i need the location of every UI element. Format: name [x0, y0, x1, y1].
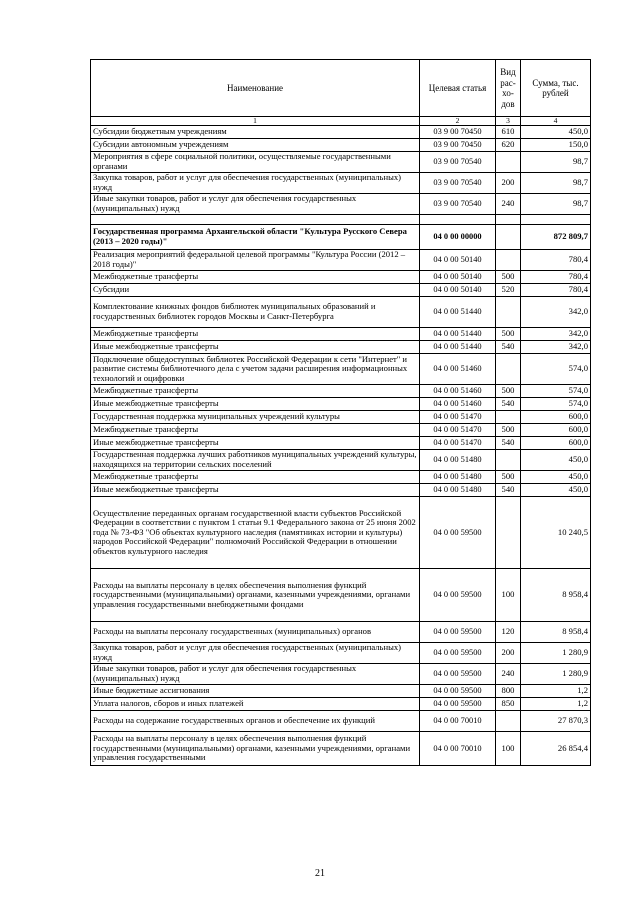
row-sum: 1,2 [521, 698, 591, 711]
table-row [91, 622, 591, 643]
row-name: Иные закупки товаров, работ и услуг для обеспечения государственных (муниципальных) нужд [91, 664, 420, 685]
row-sum: 98,7 [521, 152, 591, 173]
row-code: 04 0 00 70010 [420, 732, 496, 766]
row-sum: 780,4 [521, 250, 591, 271]
row-name: Расходы на содержание государственных органов и обеспечение их функций [91, 711, 420, 732]
column-number: 1 [91, 117, 420, 126]
column-number: 4 [521, 117, 591, 126]
column-number: 3 [496, 117, 521, 126]
row-type: 500 [496, 424, 521, 437]
row-sum: 450,0 [521, 471, 591, 484]
row-type: 500 [496, 328, 521, 341]
row-code: 04 0 00 59500 [420, 569, 496, 622]
spacer-cell [420, 215, 496, 225]
row-sum: 342,0 [521, 328, 591, 341]
row-code: 04 0 00 51480 [420, 450, 496, 471]
row-name: Иные межбюджетные трансферты [91, 437, 420, 450]
row-code: 04 0 00 51470 [420, 411, 496, 424]
row-code: 03 9 00 70540 [420, 194, 496, 215]
table-row [91, 569, 591, 622]
row-sum: 27 870,3 [521, 711, 591, 732]
row-sum: 780,4 [521, 271, 591, 284]
row-name: Расходы на выплаты персоналу в целях обеспечения выполнения функций государственными (муниципальными) органами, казенными учреждениями, органами управления государственными внебюджетными фондами [91, 569, 420, 622]
row-name: Субсидии бюджетным учреждениям [91, 126, 420, 139]
row-name: Государственная поддержка муниципальных учреждений культуры [91, 411, 420, 424]
header-sum: Сумма, тыс. рублей [521, 60, 591, 117]
row-type: 610 [496, 126, 521, 139]
table-row [91, 354, 591, 385]
row-name: Государственная поддержка лучших работников муниципальных учреждений культуры, находящихся на территории сельских поселений [91, 450, 420, 471]
row-code: 04 0 00 59500 [420, 497, 496, 569]
row-code: 04 0 00 51470 [420, 437, 496, 450]
row-sum: 26 854,4 [521, 732, 591, 766]
row-code: 04 0 00 59500 [420, 622, 496, 643]
row-name: Субсидии [91, 284, 420, 297]
table-row [91, 471, 591, 484]
row-type: 240 [496, 194, 521, 215]
row-code: 04 0 00 70010 [420, 711, 496, 732]
row-type: 800 [496, 685, 521, 698]
row-type: 500 [496, 471, 521, 484]
row-sum: 10 240,5 [521, 497, 591, 569]
row-sum: 780,4 [521, 284, 591, 297]
row-type: 100 [496, 732, 521, 766]
row-name: Иные межбюджетные трансферты [91, 398, 420, 411]
row-type: 540 [496, 341, 521, 354]
row-sum: 600,0 [521, 424, 591, 437]
page-number: 21 [315, 868, 325, 879]
row-name: Расходы на выплаты персоналу государственных (муниципальных) органов [91, 622, 420, 643]
table-row [91, 685, 591, 698]
row-sum: 8 958,4 [521, 569, 591, 622]
row-name: Мероприятия в сфере социальной политики, осуществляемые государственными органами [91, 152, 420, 173]
row-sum: 1 280,9 [521, 643, 591, 664]
row-sum: 872 809,7 [521, 225, 591, 250]
table-row [91, 194, 591, 215]
table-row [91, 297, 591, 328]
row-sum: 98,7 [521, 194, 591, 215]
row-name: Расходы на выплаты персоналу в целях обеспечения выполнения функций государственными (муниципальными) органами, казенными учреждениями, органами управления государственными [91, 732, 420, 766]
row-sum: 8 958,4 [521, 622, 591, 643]
table-row [91, 139, 591, 152]
row-type: 540 [496, 437, 521, 450]
row-sum: 450,0 [521, 126, 591, 139]
row-code: 04 0 00 00000 [420, 225, 496, 250]
table-row [91, 328, 591, 341]
row-sum: 1,2 [521, 685, 591, 698]
row-code: 04 0 00 51440 [420, 297, 496, 328]
row-code: 04 0 00 59500 [420, 643, 496, 664]
row-code: 03 9 00 70540 [420, 152, 496, 173]
spacer-cell [521, 215, 591, 225]
row-type [496, 225, 521, 250]
table-row [91, 424, 591, 437]
table-row [91, 450, 591, 471]
row-name: Реализация мероприятий федеральной целевой программы "Культура России (2012 – 2018 годы)" [91, 250, 420, 271]
table-row [91, 126, 591, 139]
row-type [496, 497, 521, 569]
table-row [91, 664, 591, 685]
table-row [91, 284, 591, 297]
budget-table-sheet [90, 59, 590, 766]
table-row [91, 250, 591, 271]
row-type [496, 152, 521, 173]
row-name: Межбюджетные трансферты [91, 328, 420, 341]
row-type: 200 [496, 173, 521, 194]
row-name: Иные закупки товаров, работ и услуг для обеспечения государственных (муниципальных) нужд [91, 194, 420, 215]
row-type: 540 [496, 484, 521, 497]
table-header-row [91, 60, 591, 117]
table-row [91, 341, 591, 354]
table-row [91, 497, 591, 569]
row-code: 04 0 00 51480 [420, 471, 496, 484]
row-sum: 574,0 [521, 385, 591, 398]
table-row [91, 173, 591, 194]
row-name: Осуществление переданных органам государственной власти субъектов Российской Федерации в соответствии с пунктом 1 статьи 9.1 Федерального закона от 25 июня 2002 года № 73-ФЗ "Об объектах культурного наследия (памятниках истории и культуры) народов Российской Федерации" полномочий Российской Федерации в отношении объектов культурного наследия [91, 497, 420, 569]
row-name: Межбюджетные трансферты [91, 471, 420, 484]
row-type: 500 [496, 385, 521, 398]
table-row [91, 698, 591, 711]
row-name: Межбюджетные трансферты [91, 271, 420, 284]
budget-table [90, 59, 591, 766]
row-sum: 600,0 [521, 437, 591, 450]
row-sum: 342,0 [521, 297, 591, 328]
table-row [91, 271, 591, 284]
row-code: 04 0 00 50140 [420, 284, 496, 297]
row-sum: 98,7 [521, 173, 591, 194]
row-type [496, 411, 521, 424]
row-code: 04 0 00 51470 [420, 424, 496, 437]
row-name: Иные межбюджетные трансферты [91, 484, 420, 497]
table-row [91, 225, 591, 250]
row-type: 240 [496, 664, 521, 685]
row-sum: 1 280,9 [521, 664, 591, 685]
table-row [91, 152, 591, 173]
row-sum: 574,0 [521, 354, 591, 385]
row-code: 04 0 00 50140 [420, 250, 496, 271]
column-number: 2 [420, 117, 496, 126]
row-name: Закупка товаров, работ и услуг для обеспечения государственных (муниципальных) нужд [91, 173, 420, 194]
header-name: Наименование [91, 60, 420, 117]
row-code: 04 0 00 51440 [420, 328, 496, 341]
row-type: 100 [496, 569, 521, 622]
column-number-row [91, 117, 591, 126]
budget-table-body [91, 60, 591, 766]
row-sum: 150,0 [521, 139, 591, 152]
row-name: Уплата налогов, сборов и иных платежей [91, 698, 420, 711]
row-code: 04 0 00 51480 [420, 484, 496, 497]
table-row [91, 484, 591, 497]
row-sum: 450,0 [521, 484, 591, 497]
row-type: 540 [496, 398, 521, 411]
row-name: Закупка товаров, работ и услуг для обеспечения государственных (муниципальных) нужд [91, 643, 420, 664]
header-code: Целевая статья [420, 60, 496, 117]
table-row [91, 411, 591, 424]
row-name: Комплектование книжных фондов библиотек муниципальных образований и государственных библиотек городов Москвы и Санкт-Петербурга [91, 297, 420, 328]
row-sum: 342,0 [521, 341, 591, 354]
table-row [91, 437, 591, 450]
row-name: Подключение общедоступных библиотек Российской Федерации к сети "Интернет" и развитие системы библиотечного дела с учетом задачи расширения информационных технологий и оцифровки [91, 354, 420, 385]
spacer-cell [496, 215, 521, 225]
row-code: 04 0 00 51440 [420, 341, 496, 354]
row-code: 03 9 00 70450 [420, 126, 496, 139]
row-code: 04 0 00 59500 [420, 685, 496, 698]
row-type [496, 297, 521, 328]
table-row [91, 398, 591, 411]
row-type [496, 711, 521, 732]
row-name: Иные бюджетные ассигнования [91, 685, 420, 698]
row-type: 120 [496, 622, 521, 643]
row-name: Иные межбюджетные трансферты [91, 341, 420, 354]
row-sum: 450,0 [521, 450, 591, 471]
table-row [91, 732, 591, 766]
row-sum: 600,0 [521, 411, 591, 424]
row-type: 200 [496, 643, 521, 664]
row-code: 03 9 00 70540 [420, 173, 496, 194]
row-type [496, 450, 521, 471]
row-type: 850 [496, 698, 521, 711]
spacer-row [91, 215, 591, 225]
row-sum: 574,0 [521, 398, 591, 411]
row-code: 04 0 00 59500 [420, 664, 496, 685]
row-code: 04 0 00 59500 [420, 698, 496, 711]
spacer-cell [91, 215, 420, 225]
row-name: Межбюджетные трансферты [91, 385, 420, 398]
row-type [496, 354, 521, 385]
header-type: Вид рас-хо-дов [496, 60, 521, 117]
row-type [496, 250, 521, 271]
table-row [91, 385, 591, 398]
table-row [91, 711, 591, 732]
row-type: 520 [496, 284, 521, 297]
row-code: 04 0 00 51460 [420, 398, 496, 411]
row-type: 500 [496, 271, 521, 284]
row-code: 04 0 00 51460 [420, 354, 496, 385]
table-row [91, 643, 591, 664]
row-code: 04 0 00 50140 [420, 271, 496, 284]
row-code: 04 0 00 51460 [420, 385, 496, 398]
row-code: 03 9 00 70450 [420, 139, 496, 152]
row-name: Межбюджетные трансферты [91, 424, 420, 437]
row-type: 620 [496, 139, 521, 152]
row-name: Субсидии автономным учреждениям [91, 139, 420, 152]
row-name: Государственная программа Архангельской области "Культура Русского Севера (2013 – 2020 годы)" [91, 225, 420, 250]
